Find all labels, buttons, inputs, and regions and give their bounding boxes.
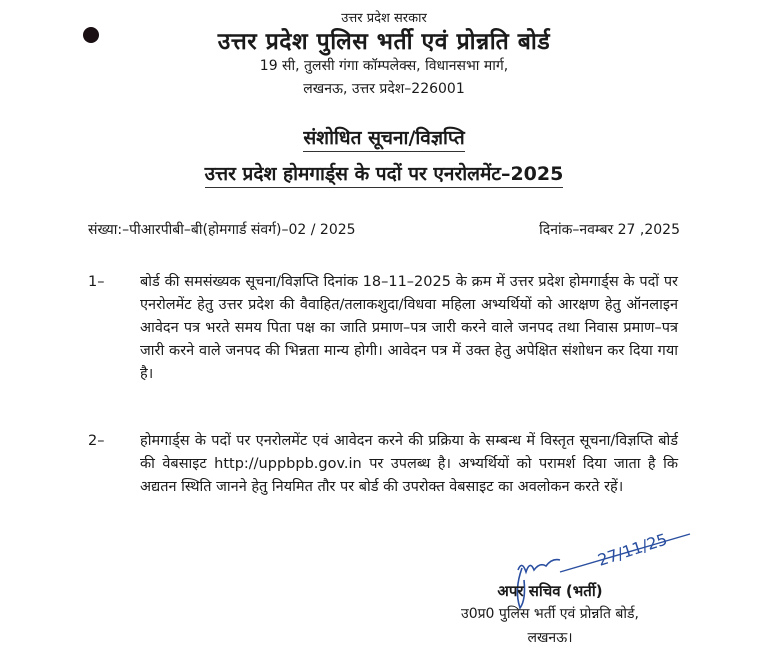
paragraph-text: बोर्ड की समसंख्यक सूचना/विज्ञप्ति दिनांक 18–11–2025 के क्रम में उत्तर प्रदेश होमगार्ड्स के पदों पर एनरोलमेंट हेतु उत्तर प्रदेश की वैवाहित/तलाकशुदा/विधवा महिला अभ्यर्थियों को आरक्षण हेतु ऑनलाइन आवेदन पत्र भरते समय पिता पक्ष का जाति प्रमाण–पत्र जारी करने वाले जनपद तथा निवास प्रमाण–पत्र जारी करने वाले जनपद की भिन्नता मान्य होगी। आवेदन पत्र में उक्त हेतु अपेक्षित संशोधन कर दिया गया है। (140, 274, 678, 382)
svg-text:27/11/25: 27/11/25 (595, 530, 670, 570)
reference-number: संख्या:–पीआरपीबी–बी(होमगार्ड संवर्ग)–02 / 2025 (88, 222, 356, 238)
government-label: उत्तर प्रदेश सरकार (341, 11, 427, 26)
address-line-2: लखनऊ, उत्तर प्रदेश–226001 (303, 81, 465, 97)
notice-subject: उत्तर प्रदेश होमगार्ड्स के पदों पर एनरोलमेंट–2025 (0, 160, 768, 186)
signatory-designation: अपर सचिव (भर्ती) (497, 582, 603, 600)
board-name: उत्तर प्रदेश पुलिस भर्ती एवं प्रोन्नति बोर्ड (217, 29, 551, 55)
reference-date: दिनांक–नवम्बर 27 ,2025 (539, 222, 680, 238)
paragraph-1 (88, 271, 678, 386)
reference-line (88, 220, 680, 239)
paragraph-2 (88, 430, 678, 499)
notice-title: संशोधित सूचना/विज्ञप्ति (0, 124, 768, 150)
paragraph-number: 2– (88, 433, 105, 449)
paragraph-text: होमगार्ड्स के पदों पर एनरोलमेंट एवं आवेदन करने की प्रक्रिया के सम्बन्ध में विस्तृत सूचना/विज्ञप्ति बोर्ड की वेबसाइट http://uppbpb.gov.in पर उपलब्ध है। अभ्यर्थियों को परामर्श दिया जाता है कि अद्यतन स्थिति जानने हेतु नियमित तौर पर बोर्ड की उपरोक्त वेबसाइट का अवलोकन करते रहें। (140, 433, 678, 495)
paragraph-number: 1– (88, 274, 105, 290)
signatory-office: उ0प्र0 पुलिस भर्ती एवं प्रोन्नति बोर्ड, (461, 606, 639, 622)
signatory-city: लखनऊ। (527, 630, 573, 646)
address-line-1: 19 सी, तुलसी गंगा कॉम्पलेक्स, विधानसभा मार्ग, (259, 58, 509, 74)
